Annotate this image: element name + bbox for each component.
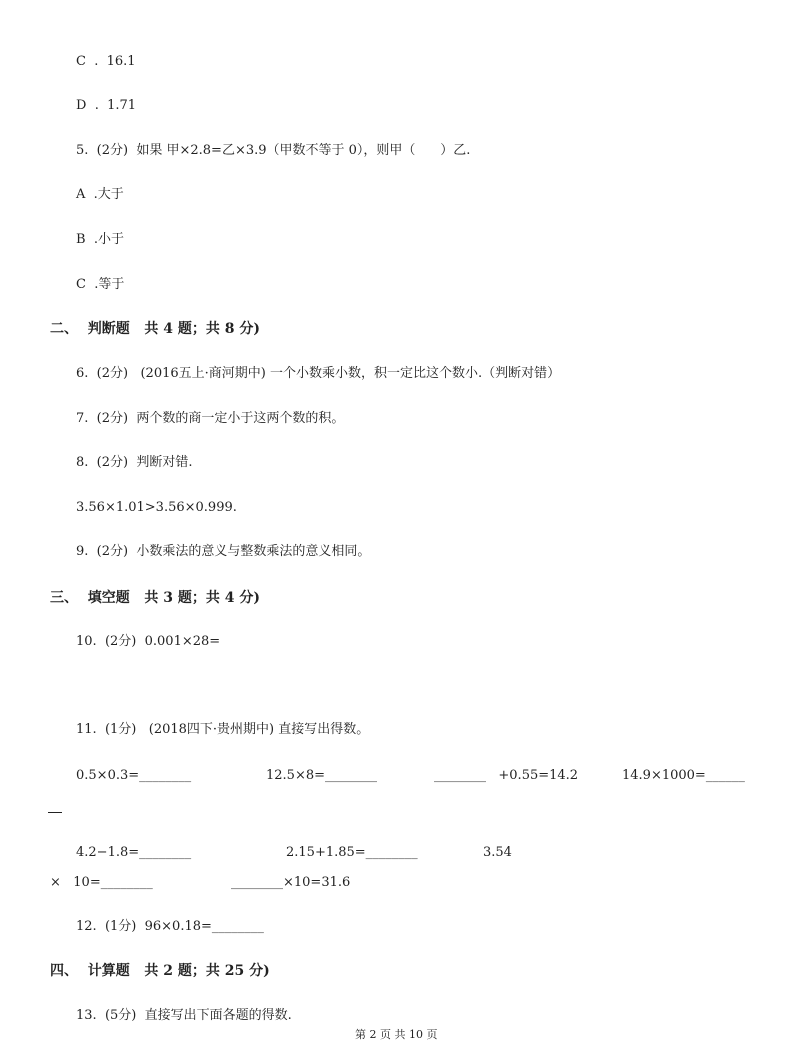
question-10: 10. (2分) 0.001×28= <box>76 634 221 649</box>
question-11-item: 0.5×0.3=________ <box>76 768 192 783</box>
question-11-item: ________×10=31.6 <box>231 875 351 890</box>
option-c: C . 16.1 <box>76 54 136 69</box>
question-8-expression: 3.56×1.01>3.56×0.999. <box>76 500 237 515</box>
section-heading-judgement: 二、 判断题 共 4 题；共 8 分) <box>50 321 260 337</box>
question-7: 7. (2分) 两个数的商一定小于这两个数的积。 <box>76 411 345 426</box>
question-5: 5. (2分) 如果 甲×2.8=乙×3.9（甲数不等于 0），则甲（ ）乙. <box>76 143 471 158</box>
question-12: 12. (1分) 96×0.18=________ <box>76 919 264 934</box>
section-heading-fill-in: 三、 填空题 共 3 题；共 4 分) <box>50 590 260 606</box>
option-c: C .等于 <box>76 277 125 292</box>
option-b: B .小于 <box>76 232 124 247</box>
answer-blank-continuation <box>48 812 62 813</box>
question-11-item: ________ +0.55=14.2 <box>434 768 579 783</box>
question-11-item: 2.15+1.85=________ <box>286 845 418 860</box>
question-11-item: 14.9×1000=______ <box>622 768 745 783</box>
page-footer: 第 2 页 共 10 页 <box>355 1028 438 1041</box>
question-11-item: 3.54 <box>483 845 512 860</box>
question-11: 11. (1分) (2018四下·贵州期中) 直接写出得数。 <box>76 722 370 737</box>
option-a: A .大于 <box>76 187 124 202</box>
question-11-item: 12.5×8=________ <box>266 768 378 783</box>
question-6: 6. (2分) (2016五上·商河期中) 一个小数乘小数，积一定比这个数小.（判断对错） <box>76 366 561 381</box>
question-11-item: 4.2−1.8=________ <box>76 845 192 860</box>
option-d: D . 1.71 <box>76 98 137 113</box>
question-13: 13. (5分) 直接写出下面各题的得数. <box>76 1008 292 1023</box>
question-11-item: × 10=________ <box>50 875 153 890</box>
section-heading-calculation: 四、 计算题 共 2 题；共 25 分) <box>50 963 270 979</box>
question-9: 9. (2分) 小数乘法的意义与整数乘法的意义相同。 <box>76 544 371 559</box>
question-8: 8. (2分) 判断对错. <box>76 455 193 470</box>
